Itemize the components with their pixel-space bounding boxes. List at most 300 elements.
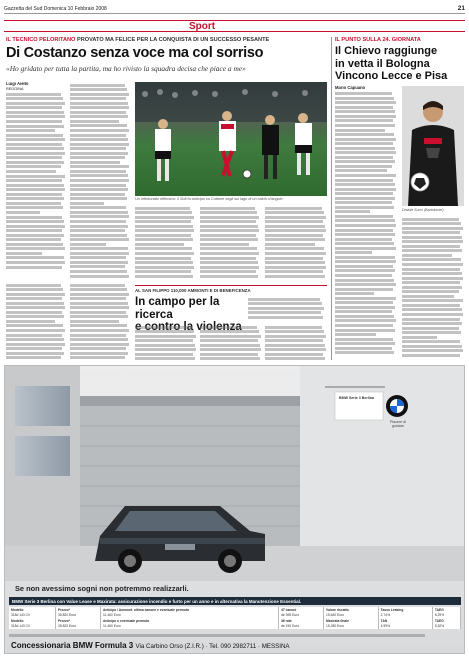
text-line: [6, 152, 65, 155]
main-column-5: [265, 205, 327, 278]
text-line: [6, 293, 65, 296]
text-line: [70, 220, 126, 223]
text-line: [70, 234, 127, 237]
text-line: [6, 175, 65, 178]
text-line: [335, 260, 396, 263]
second-title-line1: In campo per la ricerca: [135, 296, 220, 321]
text-line: [6, 170, 56, 173]
table-cell: 15.280 Euro: [324, 624, 379, 630]
text-line: [200, 353, 258, 356]
text-line: [335, 215, 393, 218]
text-line: [70, 152, 128, 155]
text-line: [135, 234, 191, 237]
side-kicker: IL PUNTO SULLA 24. GIORNATA: [335, 37, 421, 43]
table-cell: Modello: [9, 618, 55, 624]
text-line: [200, 326, 257, 329]
text-line: [70, 320, 119, 323]
text-line: [200, 247, 257, 250]
main-column-1: [6, 82, 66, 278]
text-line: [6, 193, 62, 196]
text-line: [6, 238, 61, 241]
section-label: Sport: [189, 21, 216, 32]
text-line: [335, 319, 396, 322]
text-line: [335, 283, 396, 286]
text-line: [402, 295, 454, 298]
text-line: [70, 329, 129, 332]
text-line: [70, 188, 128, 191]
text-line: [402, 281, 460, 284]
text-line: [402, 222, 461, 225]
text-line: [402, 277, 463, 280]
side-photo: [402, 86, 464, 206]
text-line: [6, 297, 62, 300]
table-cell: 11.460 Euro: [100, 613, 278, 619]
text-line: [6, 138, 65, 141]
text-line: [70, 324, 127, 327]
text-line: [135, 326, 192, 329]
text-line: [70, 143, 129, 146]
main-author: Luigi Aiello: [6, 82, 29, 86]
text-line: [335, 279, 394, 282]
main-kicker-red: IL TECNICO PELORITANO: [6, 37, 76, 43]
text-line: [265, 243, 315, 246]
side-column-2: [402, 216, 464, 360]
text-line: [6, 284, 61, 287]
page-number: 21: [457, 5, 465, 12]
text-line: [335, 297, 396, 300]
text-line: [335, 197, 395, 200]
text-line: [70, 284, 125, 287]
text-line: [6, 256, 64, 259]
text-line: [135, 275, 193, 278]
text-line: [135, 270, 191, 273]
text-line: [402, 231, 460, 234]
text-line: [70, 97, 126, 100]
text-line: [265, 261, 325, 264]
table-cell: 15.640 Euro: [324, 613, 379, 619]
text-line: [70, 134, 126, 137]
page-header: [4, 4, 465, 14]
text-line: [6, 234, 64, 237]
text-line: [70, 352, 128, 355]
text-line: [265, 266, 326, 269]
text-line: [6, 352, 64, 355]
text-line: [70, 261, 128, 264]
text-line: [335, 156, 393, 159]
text-line: [402, 236, 462, 239]
text-line: [135, 330, 194, 333]
text-line: [335, 333, 376, 336]
table-cell: Maxirata finale: [324, 618, 379, 624]
text-line: [402, 345, 462, 348]
text-line: [135, 238, 193, 241]
table-cell: Tasso Leasing: [378, 607, 432, 613]
text-line: [200, 225, 258, 228]
text-line: [265, 330, 324, 333]
text-line: [70, 174, 128, 177]
text-line: [200, 348, 261, 351]
text-line: [6, 102, 65, 105]
text-line: [200, 270, 256, 273]
text-line: [335, 229, 393, 232]
main-column-2: [70, 82, 130, 278]
main-column-3: [135, 205, 195, 278]
player-left: [155, 119, 171, 181]
text-line: [335, 160, 395, 163]
table-cell: 2,74%: [378, 613, 432, 619]
dealer-address: Via Carbino Orso (Z.I.R.) · Tel. 090 2982711 · MESSINA: [135, 643, 290, 650]
text-line: [70, 311, 126, 314]
text-line: [70, 288, 127, 291]
table-cell: Prezzo*: [55, 618, 100, 624]
text-line: [70, 306, 129, 309]
text-line: [335, 338, 393, 341]
date-line: Gazzetta del Sud Domenica 10 Febbraio 2008: [4, 5, 107, 12]
text-line: [200, 275, 258, 278]
main-column-4: [200, 205, 260, 278]
text-line: [70, 170, 126, 173]
text-line: [6, 147, 64, 150]
text-line: [265, 339, 323, 342]
table-cell: 318d 143 CV: [9, 613, 55, 619]
text-line: [70, 197, 127, 200]
text-line: [335, 201, 392, 204]
text-line: [335, 233, 395, 236]
text-line: [70, 93, 129, 96]
text-line: [6, 111, 64, 114]
second-column-3: [265, 324, 327, 360]
text-line: [6, 334, 62, 337]
text-line: [335, 179, 393, 182]
text-line: [6, 216, 62, 219]
side-photo-caption: Davide Succi (Bartolomei): [402, 208, 444, 212]
text-line: [6, 324, 63, 327]
text-line: [70, 225, 128, 228]
table-cell: de 395 Euro: [279, 613, 324, 619]
text-line: [135, 252, 194, 255]
text-line: [402, 318, 460, 321]
text-line: [402, 254, 452, 257]
second-column-intro: [248, 296, 326, 322]
text-line: [200, 243, 249, 246]
main-city: REGGINA: [6, 86, 24, 91]
text-line: [70, 206, 126, 209]
side-author: Mario Capuano: [335, 86, 366, 90]
text-line: [6, 197, 64, 200]
text-line: [6, 179, 62, 182]
text-line: [402, 286, 462, 289]
text-line: [402, 336, 437, 339]
text-line: [70, 334, 126, 337]
text-line: [265, 257, 323, 260]
main-kicker: [6, 37, 336, 43]
text-line: [6, 343, 65, 346]
match-photo: [135, 82, 327, 196]
text-line: [335, 169, 387, 172]
text-line: [335, 97, 394, 100]
table-cell: 318d 143 CV: [9, 624, 55, 630]
text-line: [402, 354, 460, 357]
text-line: [70, 106, 129, 109]
main-column-1-cont: [6, 282, 66, 360]
text-line: [335, 224, 396, 227]
text-line: [6, 115, 65, 118]
text-line: [6, 93, 61, 96]
text-line: [6, 243, 63, 246]
text-line: [135, 348, 196, 351]
table-cell: 11.460 Euro: [100, 624, 278, 630]
main-kicker-black: PROVATO MA FELICE PER LA CONQUISTA DI UN SUCCESSO PESANTE: [76, 37, 270, 43]
text-line: [70, 315, 128, 318]
text-line: [335, 301, 393, 304]
second-article-rule: [135, 285, 327, 286]
text-line: [6, 225, 65, 228]
text-line: [200, 357, 260, 360]
text-line: [70, 243, 106, 246]
text-line: [402, 313, 463, 316]
text-line: [335, 92, 392, 95]
text-line: [70, 120, 119, 123]
text-line: [70, 165, 129, 168]
main-article-header: [6, 37, 336, 73]
text-line: [200, 252, 259, 255]
text-line: [135, 344, 195, 347]
text-line: [265, 238, 325, 241]
text-line: [6, 184, 64, 187]
table-cell: TAEG: [432, 618, 460, 624]
text-line: [70, 161, 120, 164]
table-cell: Prezzo*: [55, 607, 100, 613]
text-line: [200, 220, 256, 223]
text-line: [265, 207, 322, 210]
text-line: [335, 251, 372, 254]
text-line: [200, 238, 258, 241]
text-line: [135, 216, 194, 219]
text-line: [265, 357, 325, 360]
text-line: [265, 211, 324, 214]
text-line: [6, 220, 64, 223]
text-line: [70, 147, 126, 150]
ad-fine-print: [9, 632, 461, 637]
text-line: [335, 183, 395, 186]
text-line: [335, 351, 394, 354]
text-line: [6, 252, 42, 255]
player-far-right: [295, 113, 312, 175]
table-cell: Modello: [9, 607, 55, 613]
text-line: [335, 247, 396, 250]
text-line: [70, 179, 129, 182]
text-line: [335, 115, 396, 118]
table-cell: de 150 Euro: [279, 624, 324, 630]
text-line: [402, 308, 462, 311]
text-line: [265, 234, 323, 237]
text-line: [6, 315, 64, 318]
text-line: [135, 225, 193, 228]
text-line: [248, 307, 324, 310]
text-line: [70, 211, 128, 214]
text-line: [402, 331, 461, 334]
text-line: [135, 257, 191, 260]
text-line: [6, 120, 62, 123]
table-cell: 47 canoni: [279, 607, 324, 613]
text-line: [6, 302, 64, 305]
text-line: [6, 356, 61, 359]
second-title-line2: e contro la violenza: [135, 321, 242, 333]
table-cell: Valore riscatto: [324, 607, 379, 613]
text-line: [6, 134, 63, 137]
text-line: [135, 353, 193, 356]
text-line: [70, 215, 129, 218]
table-cell: Anticipo / Ammont. ultima canone e eventuale permuta: [100, 607, 278, 613]
text-line: [402, 268, 460, 271]
table-cell: 6,29%: [432, 613, 460, 619]
text-line: [70, 302, 128, 305]
text-line: [402, 227, 463, 230]
text-line: [6, 165, 61, 168]
text-line: [335, 265, 393, 268]
text-line: [6, 125, 64, 128]
ad-headline: Se non avessimo sogni non potremmo realizzarli.: [15, 584, 189, 593]
text-line: [200, 229, 259, 232]
text-line: [70, 88, 127, 91]
text-line: [402, 258, 461, 261]
text-line: [6, 202, 61, 205]
bmw-tagline: Piacere di guidare: [390, 420, 406, 428]
text-line: [335, 110, 395, 113]
dealer-name: Concessionaria BMW Formula 3: [11, 641, 134, 650]
table-cell: 35.820 Euro: [55, 624, 100, 630]
text-line: [200, 261, 258, 264]
text-line: [70, 84, 125, 87]
text-line: [200, 234, 256, 237]
text-line: [402, 263, 463, 266]
text-line: [335, 242, 394, 245]
text-line: [248, 316, 323, 319]
second-column-1: [135, 324, 197, 360]
table-cell: 4,99%: [378, 624, 432, 630]
text-line: [6, 188, 65, 191]
table-cell: Anticipo o eventuale permuta: [100, 618, 278, 624]
main-subtitle: «Ho gridato per tutta la partita, ma ho rivisto la squadra decisa che piace a me»: [6, 64, 246, 73]
text-line: [70, 193, 125, 196]
side-article-header: [335, 37, 465, 83]
text-line: [402, 245, 460, 248]
table-cell: TAEG: [432, 607, 460, 613]
text-line: [335, 124, 395, 127]
text-line: [6, 247, 65, 250]
text-line: [135, 261, 193, 264]
text-line: [402, 272, 462, 275]
text-line: [265, 252, 326, 255]
text-line: [402, 322, 462, 325]
text-line: [135, 335, 196, 338]
text-line: [402, 304, 460, 307]
text-line: [335, 219, 395, 222]
text-line: [200, 216, 259, 219]
player-right: [262, 115, 279, 179]
text-line: [6, 288, 63, 291]
table-cell: TAN: [378, 618, 432, 624]
text-line: [70, 238, 129, 241]
text-line: [6, 161, 64, 164]
main-column-2-cont: [70, 282, 130, 360]
text-line: [335, 274, 392, 277]
table-cell: 5,52%: [432, 624, 460, 630]
text-line: [6, 143, 62, 146]
text-line: [248, 311, 321, 314]
text-line: [335, 210, 370, 213]
second-kicker: AL SAN FILIPPO 110,000 AMMONTI E DI BENEFICENZA: [135, 288, 251, 293]
text-line: [335, 329, 395, 332]
text-line: [265, 348, 326, 351]
text-line: [265, 344, 325, 347]
ad-table-row-2: [9, 624, 461, 630]
text-line: [6, 266, 62, 269]
text-line: [6, 306, 65, 309]
ball: [243, 170, 251, 178]
side-title-line2: in vetta il Bologna: [335, 57, 430, 70]
text-line: [135, 339, 193, 342]
text-line: [402, 340, 460, 343]
text-line: [402, 240, 463, 243]
text-line: [402, 299, 463, 302]
text-line: [200, 207, 255, 210]
table-cell: 36 rate: [279, 618, 324, 624]
text-line: [200, 344, 260, 347]
text-line: [6, 156, 62, 159]
text-line: [6, 211, 40, 214]
text-line: [135, 247, 192, 250]
text-line: [6, 106, 62, 109]
text-line: [135, 266, 194, 269]
bmw-model-label: BMW Serie 3 Berlina: [339, 396, 374, 400]
text-line: [70, 111, 126, 114]
text-line: [265, 220, 323, 223]
text-line: [70, 293, 129, 296]
text-line: [335, 306, 395, 309]
text-line: [335, 269, 395, 272]
text-line: [335, 119, 393, 122]
text-line: [9, 634, 425, 637]
text-line: [335, 138, 396, 141]
text-line: [200, 211, 257, 214]
text-line: [70, 275, 129, 278]
text-line: [70, 156, 125, 159]
text-line: [6, 97, 63, 100]
match-photo-caption: Un infortunato offensivo: il Sofi fa anticipo su Cuttone segli sul lago di un calcio d'angolo: [135, 197, 283, 201]
text-line: [135, 207, 190, 210]
text-line: [265, 353, 323, 356]
text-line: [200, 339, 258, 342]
bmw-advertisement[interactable]: [4, 365, 465, 654]
text-line: [135, 220, 191, 223]
second-column-2: [200, 324, 262, 360]
ad-dealer: [11, 641, 290, 650]
text-line: [402, 349, 463, 352]
text-line: [6, 329, 65, 332]
text-line: [335, 315, 394, 318]
text-line: [335, 256, 395, 259]
text-line: [6, 311, 62, 314]
text-line: [335, 147, 395, 150]
text-line: [70, 265, 125, 268]
text-line: [335, 165, 392, 168]
text-line: [200, 335, 261, 338]
text-line: [335, 188, 396, 191]
text-line: [70, 270, 127, 273]
text-line: [6, 338, 64, 341]
text-line: [402, 249, 462, 252]
